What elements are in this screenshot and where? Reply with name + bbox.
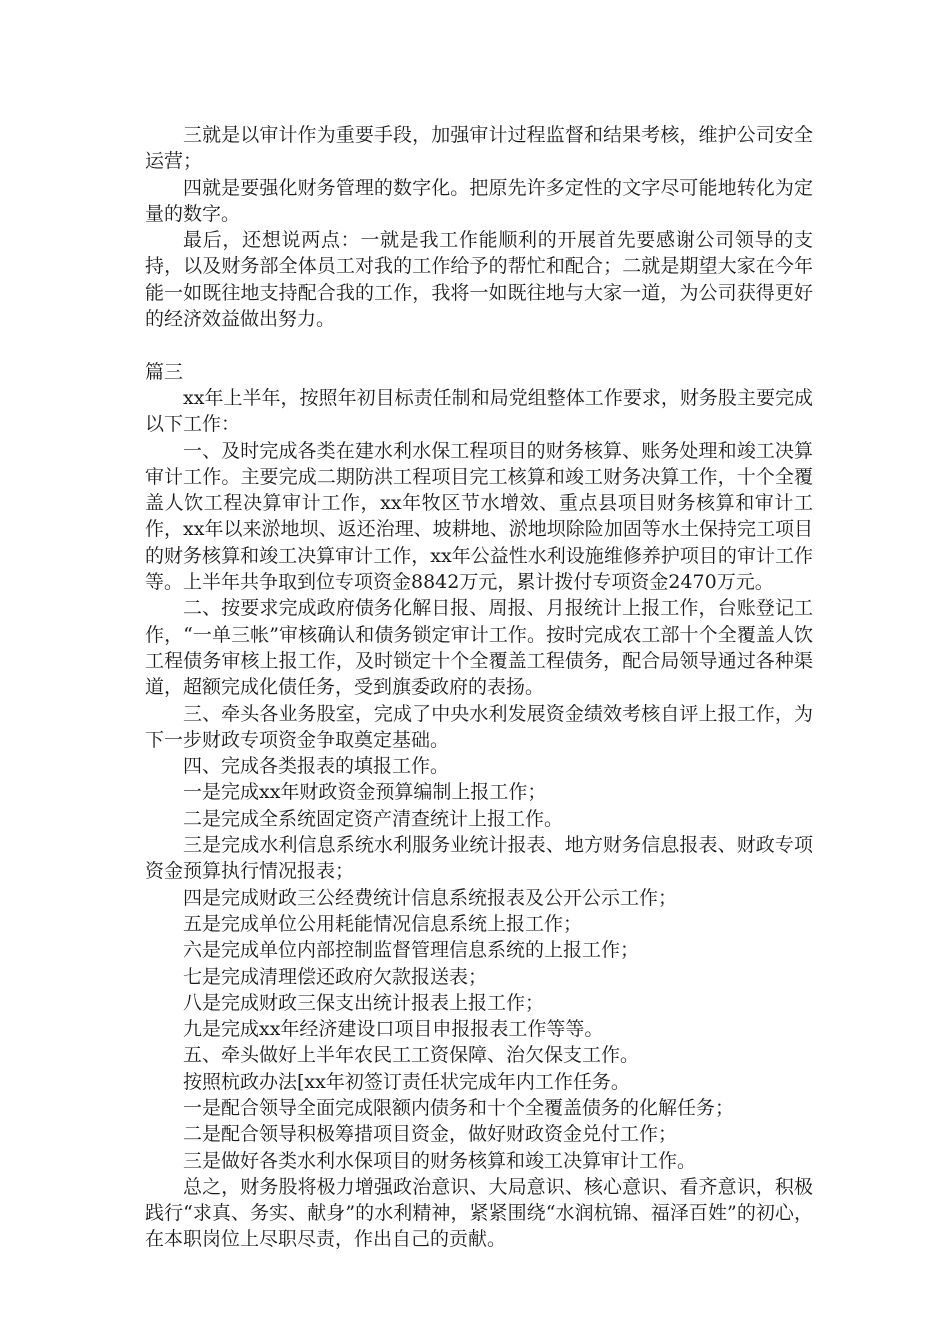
paragraph-item-3: 三、牵头各业务股室，完成了中央水利发展资金绩效考核自评上报工作，为下一步财政专项资金争取奠定基础。 [145,702,813,751]
section-heading: 篇三 [145,360,184,383]
paragraph-audit-means: 三就是以审计作为重要手段，加强审计过程监督和结果考核，维护公司安全运营； [145,124,813,173]
blank-line [145,332,813,358]
list-item: 三是完成水利信息系统水利服务业统计报表、地方财务信息报表、财政专项资金预算执行情况报表； [145,834,813,883]
document-page [145,122,813,1253]
list-item: 五是完成单位公用耗能情况信息系统上报工作； [183,912,583,935]
paragraph-digitization: 四就是要强化财务管理的数字化。把原先许多定性的文字尽可能地转化为定量的数字。 [145,176,813,225]
paragraph-intro: xx年上半年，按照年初目标责任制和局党组整体工作要求，财务股主要完成以下工作： [145,386,813,436]
paragraph-item-2: 二、按要求完成政府债务化解日报、周报、月报统计上报工作，台账登记工作，“一单三帐”审核确认和债务锁定审计工作。按时完成农工部十个全覆盖人饮工程债务审核上报工作，及时锁定十个全覆盖工程债务，配合局领导通过各种渠道，超额完成化债任务，受到旗委政府的表扬。 [145,597,813,699]
paragraph-item-1: 一、及时完成各类在建水利水保工程项目的财务核算、账务处理和竣工决算审计工作。主要完成二期防洪工程项目完工核算和竣工财务决算工作，十个全覆盖人饮工程决算审计工作，xx年牧区节水增效、重点县项目财务核算和审计工作，xx年以来淤地坝、返还治理、坡耕地、淤地坝除险加固等水土保持完工项目的财务核算和竣工决算审计工作，xx年公益性水利设施维修养护项目的审计工作等。上半年共争取到位专项资金8842万元，累计拨付专项资金2470万元。 [145,439,813,594]
list-item: 二是配合领导积极筹措项目资金，做好财政资金兑付工作； [183,1123,678,1146]
paragraph-conclusion: 总之，财务股将极力增强政治意识、大局意识、核心意识、看齐意识，积极践行“求真、务实、献身”的水利精神，紧紧围绕“水润杭锦、福泽百姓”的初心，在本职岗位上尽职尽责，作出自己的贡献。 [145,1175,813,1251]
list-item: 二是完成全系统固定资产清查统计上报工作。 [183,807,564,830]
list-item: 六是完成单位内部控制监督管理信息系统的上报工作； [183,939,640,962]
paragraph-item-5: 五、牵头做好上半年农民工工资保障、治欠保支工作。 [183,1044,640,1067]
list-item: 八是完成财政三保支出统计报表上报工作； [183,991,545,1014]
list-item: 九是完成xx年经济建设口项目申报报表工作等等。 [183,1018,604,1041]
list-item: 一是配合领导全面完成限额内债务和十个全覆盖债务的化解任务； [183,1096,735,1119]
paragraph-responsibility: 按照杭政办法[xx年初签订责任状完成年内工作任务。 [183,1070,630,1093]
paragraph-closing-thanks: 最后，还想说两点：一就是我工作能顺利的开展首先要感谢公司领导的支持，以及财务部全体员工对我的工作给予的帮忙和配合；二就是期望大家在今年能一如既往地支持配合我的工作，我将一如既往地与大家一道，为公司获得更好的经济效益做出努力。 [145,229,813,331]
list-item: 七是完成清理偿还政府欠款报送表； [183,965,488,988]
list-item: 三是做好各类水利水保项目的财务核算和竣工决算审计工作。 [183,1149,697,1172]
list-item: 四是完成财政三公经费统计信息系统报表及公开公示工作； [183,886,678,909]
list-item: 一是完成xx年财政资金预算编制上报工作； [183,781,547,804]
paragraph-item-4: 四、完成各类报表的填报工作。 [183,755,450,778]
